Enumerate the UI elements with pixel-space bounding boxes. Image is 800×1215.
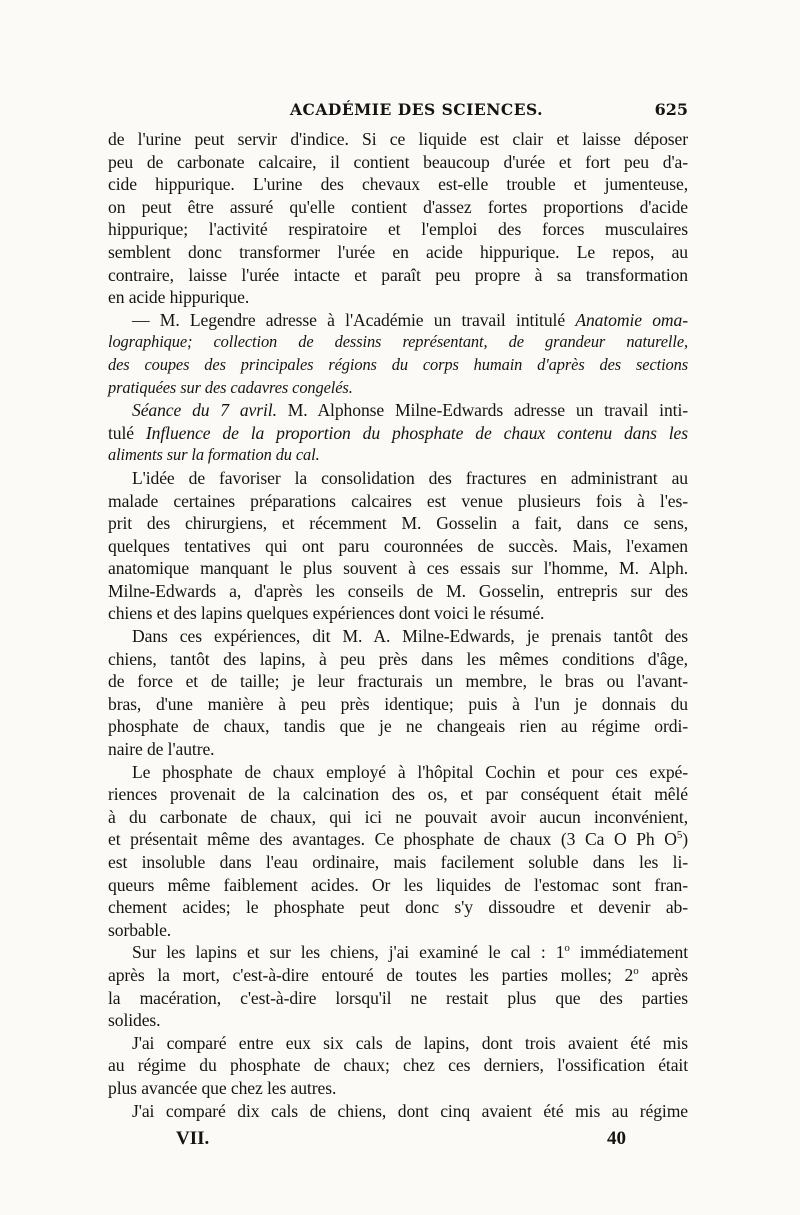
work-title-line: aliments sur la formation du cal.: [108, 445, 320, 465]
text-line: de l'urine peut servir d'indice. Si ce liquide est clair et laisse déposer: [108, 129, 688, 149]
text-fragment: Sur les lapins et sur les chiens, j'ai examiné le cal : 1: [132, 942, 565, 963]
text-line: chiens, tantôt des lapins, à peu près dans les mêmes conditions d'âge,: [108, 648, 688, 669]
paragraph: [108, 1100, 688, 1123]
ordinal-superscript: o: [633, 965, 639, 978]
text-line: contraire, laisse l'urée intacte et paraît peu propre à sa transformation: [108, 264, 688, 285]
paragraph: [108, 309, 688, 399]
formula-superscript: 5: [676, 829, 683, 842]
text-line: L'idée de favoriser la consolidation des fractures en administrant au: [132, 467, 688, 488]
page-footer: [176, 1128, 626, 1156]
text-fragment: après: [638, 964, 688, 985]
text-line: [108, 941, 688, 964]
text-line: peu de carbonate calcaire, il contient beaucoup d'urée et fort peu d'a-: [108, 151, 688, 172]
text-fragment: tulé: [108, 422, 146, 443]
paragraph: [108, 1032, 688, 1100]
text-line: la macération, c'est-à-dire lorsqu'il ne restait plus que des parties: [108, 987, 688, 1008]
work-title: Anatomie oma-: [575, 309, 688, 330]
text-line: [108, 964, 688, 987]
text-line: en acide hippurique.: [108, 287, 250, 308]
text-line: semblent donc transformer l'urée en acide hippurique. Le repos, au: [108, 241, 688, 262]
text-line: sorbable.: [108, 919, 172, 940]
text-line: cide hippurique. L'urine des chevaux est-elle trouble et jumenteuse,: [108, 174, 688, 195]
text-line: malade certaines préparations calcaires est venue plusieurs fois à l'es-: [108, 490, 688, 511]
text-line: on peut être assuré qu'elle contient d'assez fortes proportions d'acide: [108, 196, 688, 217]
page-number: 625: [654, 100, 688, 119]
text-line: Milne-Edwards a, d'après les conseils de M. Gosselin, entrepris sur des: [108, 580, 688, 601]
paragraph: [108, 941, 688, 1031]
text-fragment: et présentait même des avantages. Ce phosphate de chaux (3 Ca O Ph O: [108, 829, 677, 850]
text-line: riences provenait de la calcination des os, et par conséquent était mêlé: [108, 784, 688, 805]
paragraph: [108, 128, 688, 309]
session-date: Séance du 7 avril.: [132, 400, 277, 421]
text-line: de force et de taille; je leur fracturais un membre, le bras ou l'avant-: [108, 671, 688, 692]
work-title-line: pratiquées sur des cadavres congelés.: [108, 377, 353, 397]
work-title-line: des coupes des principales régions du corps humain d'après des sections: [108, 354, 688, 374]
text-line: à du carbonate de chaux, qui ici ne pouvait avoir aucun inconvénient,: [108, 806, 688, 827]
body-text: [108, 128, 688, 1122]
text-line: est insoluble dans l'eau ordinaire, mais facilement soluble dans les li-: [108, 852, 688, 872]
text-line: J'ai comparé entre eux six cals de lapins, dont trois avaient été mis: [132, 1032, 688, 1053]
text-line: anatomique manquant le plus souvent à ces essais sur l'homme, M. Alph.: [108, 558, 688, 579]
text-line: bras, d'une manière à peu près identique; puis à l'un je donnais du: [108, 693, 688, 714]
text-line: queurs même faiblement acides. Or les liquides de l'estomac sont fran-: [108, 874, 688, 895]
text-line: chiens et des lapins quelques expériences dont voici le résumé.: [108, 603, 545, 624]
text-line: prit des chirurgiens, et récemment M. Gosselin a fait, dans ce sens,: [108, 513, 688, 534]
work-title-line: lographique; collection de dessins représentant, de grandeur naturelle,: [108, 332, 688, 352]
work-title: Influence de la proportion du phosphate de chaux contenu dans les: [145, 422, 688, 443]
text-line: quelques tentatives qui ont paru couronnées de succès. Mais, l'examen: [108, 535, 688, 556]
signature-mark: VII.: [176, 1128, 210, 1149]
running-header: [108, 100, 688, 126]
ordinal-superscript: o: [564, 942, 570, 955]
paragraph: [108, 761, 688, 942]
text-line: [108, 828, 688, 851]
text-line: hippurique; l'activité respiratoire et l'emploi des forces musculaires: [108, 219, 688, 240]
text-line: [108, 422, 688, 445]
text-fragment: ): [682, 829, 688, 850]
running-title: ACADÉMIE DES SCIENCES.: [290, 100, 544, 119]
text-line: [108, 399, 688, 422]
sheet-number: 40: [607, 1128, 626, 1149]
paragraph: [108, 399, 688, 467]
paragraph-lead: — M. Legendre adresse à l'Académie un travail intitulé: [132, 309, 576, 330]
text-line: J'ai comparé dix cals de chiens, dont cinq avaient été mis au régime: [132, 1100, 688, 1121]
text-line: Le phosphate de chaux employé à l'hôpital Cochin et pour ces expé-: [132, 761, 688, 782]
text-line: phosphate de chaux, tandis que je ne changeais rien au régime ordi-: [108, 716, 688, 737]
text-line: plus avancée que chez les autres.: [108, 1077, 337, 1098]
text-line: Dans ces expériences, dit M. A. Milne-Edwards, je prenais tantôt des: [132, 626, 688, 647]
paragraph-lead: M. Alphonse Milne-Edwards adresse un travail inti-: [276, 400, 689, 421]
text-line: solides.: [108, 1010, 161, 1031]
text-line: naire de l'autre.: [108, 739, 215, 760]
paragraph: [108, 467, 688, 625]
text-line: au régime du phosphate de chaux; chez ces derniers, l'ossification était: [108, 1055, 688, 1076]
text-line: chement acides; le phosphate peut donc s'y dissoudre et devenir ab-: [108, 897, 688, 918]
text-line: [108, 309, 688, 332]
text-fragment: après la mort, c'est-à-dire entouré de toutes les parties molles; 2: [108, 964, 634, 985]
paragraph: [108, 625, 688, 761]
text-fragment: immédiatement: [569, 942, 688, 963]
